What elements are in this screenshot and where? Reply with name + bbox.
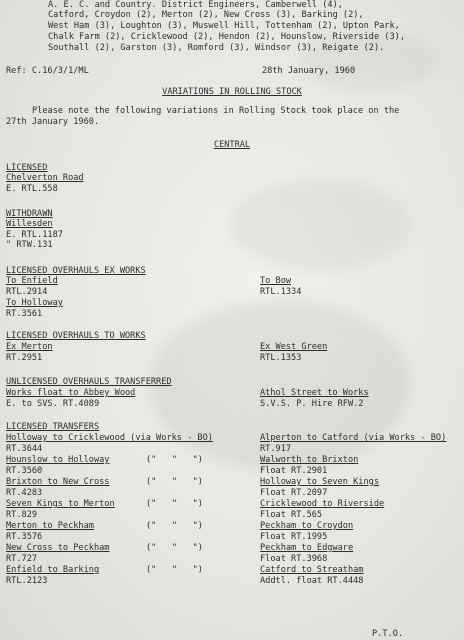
transfer-code: RTL.2123 xyxy=(6,576,48,586)
transfer-route: Merton to Peckham xyxy=(6,521,94,531)
transfer-code: Float RT.3968 xyxy=(260,554,328,564)
transfer-code: RT.829 xyxy=(6,510,38,520)
transfer-code: Float RT.2097 xyxy=(260,488,328,498)
transfer-code: Float RT.1995 xyxy=(260,532,328,542)
lo-to-works-dest: Ex Merton xyxy=(6,342,53,352)
lo-ex-works-code: RTL.1334 xyxy=(260,287,302,297)
transfer-route: Holloway to Cricklewood (via Works - BO) xyxy=(6,433,213,443)
lo-to-works-dest: Ex West Green xyxy=(260,342,328,352)
ditto-mark: (" " ") xyxy=(146,543,203,553)
transfer-route: Walworth to Brixton xyxy=(260,455,359,465)
transfer-route: Peckham to Croydon xyxy=(260,521,354,531)
lo-ex-works-code: RTL.2914 xyxy=(6,287,48,297)
transfer-code: RT.917 xyxy=(260,444,292,454)
withdrawn-item: " RTW.131 xyxy=(6,240,53,250)
unlicensed-left-code: E. to SVS. RT.4089 xyxy=(6,399,100,409)
ditto-mark: (" " ") xyxy=(146,521,203,531)
transfer-route: Peckham to Edgware xyxy=(260,543,354,553)
lo-ex-works-dest: To Bow xyxy=(260,276,292,286)
ditto-mark: (" " ") xyxy=(146,477,203,487)
section-heading: CENTRAL xyxy=(213,140,251,150)
transfer-code: RT.4283 xyxy=(6,488,43,498)
distribution-line-2: Catford, Croydon (2), Merton (2), New Cross (3), Barking (2), xyxy=(48,10,364,20)
transfer-route: Brixton to New Cross xyxy=(6,477,110,487)
transfer-route: New Cross to Peckham xyxy=(6,543,110,553)
lo-to-works-code: RT.2951 xyxy=(6,353,43,363)
lo-to-works-code: RTL.1353 xyxy=(260,353,302,363)
document-date: 28th January, 1960 xyxy=(262,66,356,76)
lo-ex-works-code: RT.3561 xyxy=(6,309,43,319)
ditto-mark: (" " ") xyxy=(146,499,203,509)
lo-ex-works-heading: LICENSED OVERHAULS EX WORKS xyxy=(6,266,146,276)
unlicensed-right-title: Athol Street to Works xyxy=(260,388,369,398)
transfer-route: Enfield to Barking xyxy=(6,565,100,575)
transfer-code: RT.3576 xyxy=(6,532,43,542)
lo-to-works-heading: LICENSED OVERHAULS TO WORKS xyxy=(6,331,146,341)
transfers-heading: LICENSED TRANSFERS xyxy=(6,422,100,432)
reference-number: Ref: C.16/3/1/ML xyxy=(6,66,89,76)
licensed-place: Chelverton Road xyxy=(6,173,84,183)
withdrawn-heading: WITHDRAWN xyxy=(6,209,53,219)
document-title: VARIATIONS IN ROLLING STOCK xyxy=(162,87,302,97)
withdrawn-place: Willesden xyxy=(6,219,53,229)
distribution-line-4: Chalk Farm (2), Cricklewood (2), Hendon (2), Hounslow, Riverside (3), xyxy=(48,32,405,42)
unlicensed-right-code: S.V.S. P. Hire RFW.2 xyxy=(260,399,364,409)
transfer-route: Seven Kings to Merton xyxy=(6,499,115,509)
licensed-heading: LICENSED xyxy=(6,163,48,173)
transfer-route: Catford to Streatham xyxy=(260,565,364,575)
transfer-code: RT.3560 xyxy=(6,466,43,476)
lo-ex-works-dest: To Enfield xyxy=(6,276,58,286)
transfer-code: Float RT.2901 xyxy=(260,466,328,476)
lo-ex-works-dest: To Holloway xyxy=(6,298,63,308)
transfer-code: Addtl. float RT.4448 xyxy=(260,576,364,586)
licensed-item: E. RTL.558 xyxy=(6,184,58,194)
transfer-code: RT.727 xyxy=(6,554,38,564)
pto-footer: P.T.O. xyxy=(372,629,404,639)
unlicensed-heading: UNLICENSED OVERHAULS TRANSFERRED xyxy=(6,377,172,387)
intro-line-1: Please note the following variations in Rolling Stock took place on the xyxy=(32,106,400,116)
transfer-route: Hounslow to Holloway xyxy=(6,455,110,465)
transfer-route: Alperton to Catford (via Works - BO) xyxy=(260,433,447,443)
distribution-line-5: Southall (2), Garston (3), Romford (3), Windsor (3), Reigate (2). xyxy=(48,43,385,53)
ditto-mark: (" " ") xyxy=(146,565,203,575)
transfer-code: RT.3644 xyxy=(6,444,43,454)
distribution-line-1: A. E. C. and Country. District Engineers, Camberwell (4), xyxy=(48,0,343,10)
withdrawn-item: E. RTL.1187 xyxy=(6,230,63,240)
transfer-code: Float RT.565 xyxy=(260,510,323,520)
transfer-route: Cricklewood to Riverside xyxy=(260,499,385,509)
intro-line-2: 27th January 1960. xyxy=(6,117,100,127)
transfer-route: Holloway to Seven Kings xyxy=(260,477,379,487)
distribution-line-3: West Ham (3), Loughton (3), Muswell Hill, Tottenham (2), Upton Park, xyxy=(48,21,400,31)
ditto-mark: (" " ") xyxy=(146,455,203,465)
unlicensed-left-title: Works float to Abbey Wood xyxy=(6,388,136,398)
